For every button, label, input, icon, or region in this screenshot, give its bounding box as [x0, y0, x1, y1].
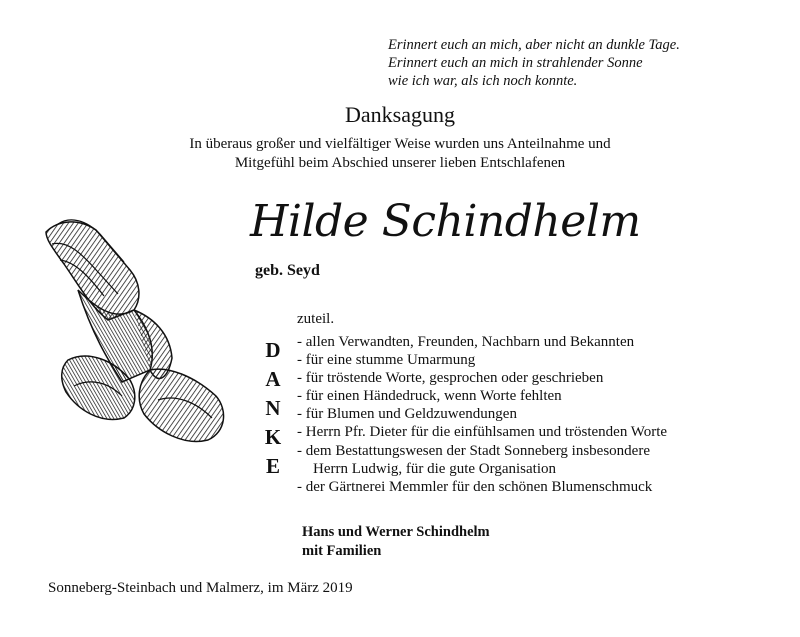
- place-date: Sonneberg-Steinbach und Malmerz, im März 2019: [48, 580, 353, 596]
- zuteil-text: zuteil.: [297, 311, 335, 327]
- thanks-list: [297, 333, 797, 496]
- danke-letter: D: [265, 338, 281, 362]
- danke-letter: E: [265, 454, 280, 478]
- intro-line: In überaus großer und vielfältiger Weise wurden uns Anteilnahme und: [189, 136, 611, 152]
- list-item: - allen Verwandten, Freunden, Nachbarn und Bekannten: [297, 334, 635, 350]
- signature: [302, 523, 490, 561]
- signature-line: Hans und Werner Schindhelm: [302, 524, 490, 540]
- danke-letter: K: [264, 425, 282, 449]
- danke-vertical: [258, 336, 288, 481]
- list-item: - für Blumen und Geldzuwendungen: [297, 406, 517, 423]
- list-item: - für einen Händedruck, wenn Worte fehlten: [297, 388, 562, 405]
- quote-line: Erinnert euch an mich, aber nicht an dunkle Tage.: [388, 37, 680, 53]
- intro-line: Mitgefühl beim Abschied unserer lieben Entschlafenen: [234, 155, 566, 171]
- list-item: - dem Bestattungswesen der Stadt Sonneberg insbesondere: [297, 442, 650, 459]
- danke-letter: A: [265, 367, 281, 391]
- signature-line: mit Familien: [302, 543, 382, 559]
- list-item: - Herrn Pfr. Dieter für die einfühlsamen und tröstenden Worte: [297, 424, 668, 441]
- birth-name: geb. Seyd: [255, 262, 320, 279]
- page-title: Danksagung: [345, 102, 455, 127]
- list-item: - für eine stumme Umarmung: [297, 352, 476, 369]
- quote-line: Erinnert euch an mich in strahlender Sonne: [388, 55, 643, 71]
- list-item: - für tröstende Worte, gesprochen oder geschrieben: [297, 370, 604, 387]
- memorial-quote: [388, 36, 788, 90]
- danke-letter: N: [265, 396, 281, 420]
- list-item: - der Gärtnerei Memmler für den schönen Blumenschmuck: [297, 478, 653, 495]
- intro-text: [60, 135, 740, 173]
- praying-hands-icon: [38, 210, 233, 450]
- list-item: Herrn Ludwig, für die gute Organisation: [313, 460, 556, 477]
- deceased-name: Hilde Schindhelm: [250, 196, 641, 247]
- quote-line: wie ich war, als ich noch konnte.: [388, 73, 578, 89]
